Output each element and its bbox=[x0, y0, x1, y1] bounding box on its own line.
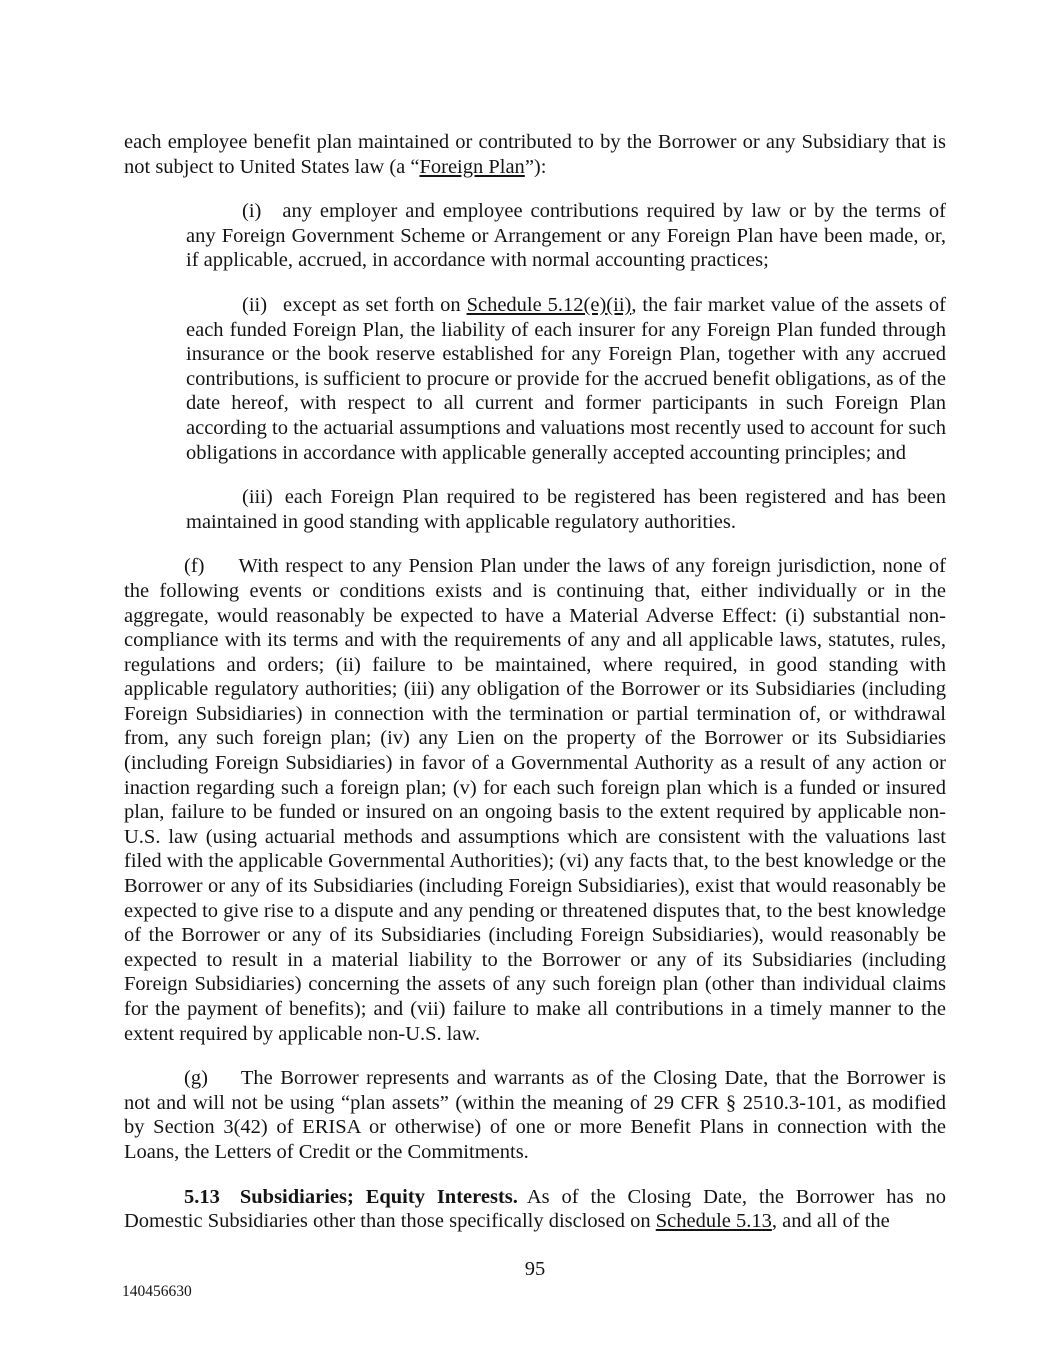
schedule-5-12-e-ii-reference: Schedule 5.12(e)(ii) bbox=[466, 293, 632, 316]
clause-i-text: any employer and employee contributions required by law or by the terms of any Foreign Government Scheme or Arrangement or any Foreign Plan have been made, or, if applicable, accrued, in accordance with normal accounting practices; bbox=[186, 200, 946, 272]
clause-ii bbox=[186, 293, 946, 465]
document-body bbox=[124, 130, 946, 1234]
paragraph-g bbox=[124, 1066, 946, 1164]
paragraph-g-label: (g) bbox=[184, 1067, 208, 1090]
clause-i bbox=[186, 199, 946, 273]
clause-ii-text: except as set forth on bbox=[283, 293, 467, 316]
schedule-5-13-reference: Schedule 5.13 bbox=[655, 1210, 772, 1233]
clause-iii-text: each Foreign Plan required to be registered has been registered and has been maintained in good standing with applicable regulatory authorities. bbox=[186, 486, 946, 533]
section-5-13-heading: Subsidiaries; Equity Interests. bbox=[239, 1185, 518, 1208]
paragraph-g-text: The Borrower represents and warrants as of the Closing Date, that the Borrower is not and will not be using “plan assets” (within the meaning of 29 CFR § 2510.3-101, as modified by Section 3(42) of ERISA or otherwise) of one or more Benefit Plans in connection with the Loans, the Letters of Credit or the Commitments. bbox=[124, 1067, 946, 1163]
paragraph-f-label: (f) bbox=[184, 555, 205, 578]
paragraph-intro bbox=[124, 130, 946, 179]
section-5-13-number: 5.13 bbox=[184, 1185, 220, 1208]
section-5-13-text-end: , and all of the bbox=[771, 1210, 890, 1233]
intro-text-end: ”): bbox=[524, 155, 547, 178]
intro-text: each employee benefit plan maintained or contributed to by the Borrower or any Subsidiary that is not subject to United States law (a “ bbox=[124, 131, 946, 178]
foreign-plan-defined-term: Foreign Plan bbox=[419, 155, 525, 178]
clause-iii bbox=[186, 485, 946, 534]
clause-ii-label: (ii) bbox=[242, 293, 268, 316]
clause-iii-label: (iii) bbox=[242, 486, 273, 509]
section-5-13-text: As of the Closing Date, the Borrower has no Domestic Subsidiaries other than those specifically disclosed on bbox=[124, 1185, 946, 1233]
paragraph-f bbox=[124, 554, 946, 1046]
document-control-number: 140456630 bbox=[122, 1283, 192, 1300]
clause-ii-text-end: , the fair market value of the assets of each funded Foreign Plan, the liability of each insurer for any Foreign Plan funded through insurance or the book reserve established for any Foreign Plan, together with any accrued contributions, is sufficient to procure or provide for the accrued benefit obligations, as of the date hereof, with respect to all current and former participants in such Foreign Plan according to the actuarial assumptions and valuations most recently used to account for such obligations in accordance with applicable generally accepted accounting principles; and bbox=[186, 293, 946, 464]
clause-i-label: (i) bbox=[242, 200, 262, 223]
section-5-13 bbox=[124, 1185, 946, 1234]
page-number: 95 bbox=[524, 1258, 546, 1280]
paragraph-f-text: With respect to any Pension Plan under the laws of any foreign jurisdiction, none of the following events or conditions exists and is continuing that, either individually or in the aggregate, would reasonably be expected to have a Material Adverse Effect: (i) substantial non-compliance with its terms and with the requirements of any and all applicable laws, statutes, rules, regulations and orders; (ii) failure to be maintained, where required, in good standing with applicable regulatory authorities; (iii) any obligation of the Borrower or its Subsidiaries (including Foreign Subsidiaries) in connection with the termination or partial termination of, or withdrawal from, any such foreign plan; (iv) any Lien on the property of the Borrower or its Subsidiaries (including Foreign Subsidiaries) in favor of a Governmental Authority as a result of any action or inaction regarding such a foreign plan; (v) for each such foreign plan which is a funded or insured plan, failure to be funded or insured on an ongoing basis to the extent required by applicable non-U.S. law (using actuarial methods and assumptions which are consistent with the valuations last filed with the applicable Governmental Authorities); (vi) any facts that, to the best knowledge or the Borrower or any of its Subsidiaries (including Foreign Subsidiaries), exist that would reasonably be expected to give rise to a dispute and any pending or threatened disputes that, to the best knowledge of the Borrower or any of its Subsidiaries (including Foreign Subsidiaries), would reasonably be expected to result in a material liability to the Borrower or any of its Subsidiaries (including Foreign Subsidiaries) concerning the assets of any such foreign plan (other than individual claims for the payment of benefits); and (vii) failure to make all contributions in a timely manner to the extent required by applicable non-U.S. law. bbox=[124, 555, 946, 1045]
